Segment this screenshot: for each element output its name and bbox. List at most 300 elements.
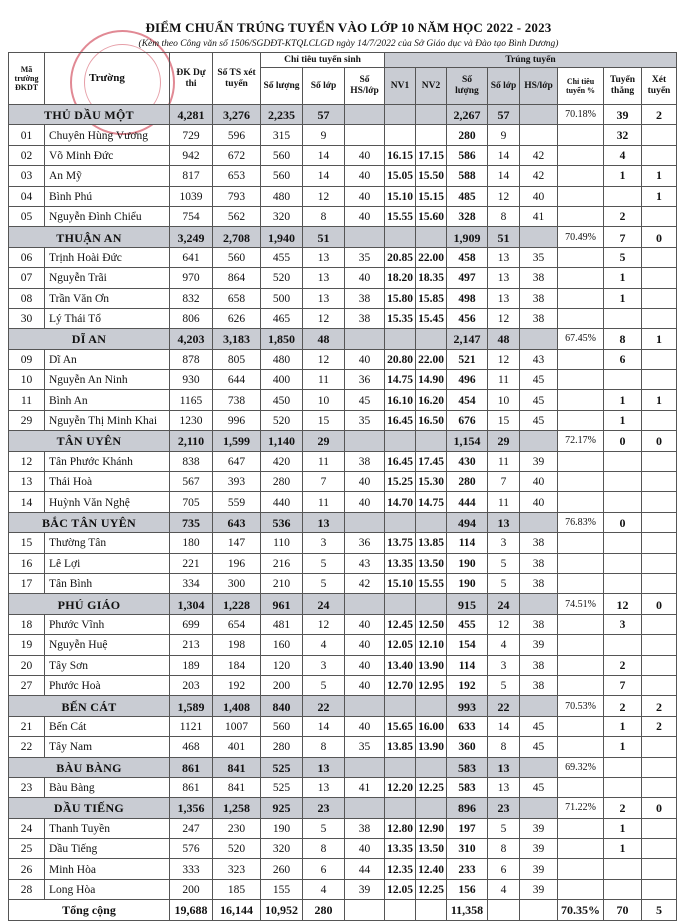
cell-so-luong: 1,140: [261, 431, 303, 451]
cell-so-ts: 185: [213, 879, 261, 899]
cell-dk-du-thi: 817: [170, 166, 213, 186]
cell-so-luong: 210: [261, 573, 303, 593]
cell-dk-du-thi: 4,281: [170, 105, 213, 125]
header-so-lop: Số lớp: [303, 68, 345, 105]
cell-nv2: [416, 105, 447, 125]
cell-nv1: [385, 431, 416, 451]
cell-truong: Chuyên Hùng Vương: [45, 125, 170, 145]
cell-ma-truong: 04: [9, 186, 45, 206]
cell-hs-lop-trung-tuyen: 38: [520, 553, 558, 573]
cell-truong: Minh Hòa: [45, 859, 170, 879]
cell-so-luong-trung-tuyen: 583: [447, 777, 488, 797]
cell-nv2: 15.50: [416, 166, 447, 186]
cell-xet-tuyen: [642, 512, 677, 532]
cell-dk-du-thi: 930: [170, 370, 213, 390]
cell-so-hs-lop: 44: [345, 859, 385, 879]
cell-so-lop: 8: [303, 737, 345, 757]
cell-chi-tieu-pct: 69.32%: [558, 757, 604, 777]
cell-so-ts: 16,144: [213, 900, 261, 920]
cell-so-lop: 13: [303, 777, 345, 797]
cell-so-ts: 1007: [213, 716, 261, 736]
cell-so-lop-trung-tuyen: 11: [488, 451, 520, 471]
cell-so-hs-lop: 38: [345, 288, 385, 308]
cell-tuyen-thang: 1: [604, 268, 642, 288]
cell-nv1: 20.80: [385, 349, 416, 369]
cell-nv2: 12.90: [416, 818, 447, 838]
header-so-hs-lop: Số HS/lớp: [345, 68, 385, 105]
cell-tuyen-thang: 39: [604, 105, 642, 125]
cell-xet-tuyen: [642, 757, 677, 777]
table-row: [9, 410, 677, 430]
header-nv1: NV1: [385, 68, 416, 105]
cell-dk-du-thi: 247: [170, 818, 213, 838]
cell-so-hs-lop: 36: [345, 533, 385, 553]
cell-chi-tieu-pct: 70.53%: [558, 696, 604, 716]
cell-so-luong: 840: [261, 696, 303, 716]
cell-chi-tieu-pct: 76.83%: [558, 512, 604, 532]
cell-so-lop: 12: [303, 308, 345, 328]
cell-so-luong: 155: [261, 879, 303, 899]
cell-chi-tieu-pct: [558, 573, 604, 593]
cell-dk-du-thi: 705: [170, 492, 213, 512]
cell-hs-lop-trung-tuyen: 39: [520, 879, 558, 899]
table-row: [9, 716, 677, 736]
cell-so-luong: 520: [261, 268, 303, 288]
cell-truong: Trịnh Hoài Đức: [45, 247, 170, 267]
cell-nv2: [416, 757, 447, 777]
cell-so-lop-trung-tuyen: 13: [488, 268, 520, 288]
table-row: [9, 288, 677, 308]
group-name: DẦU TIẾNG: [9, 798, 170, 818]
cell-so-lop: 7: [303, 472, 345, 492]
cell-nv1: 12.70: [385, 675, 416, 695]
cell-so-hs-lop: 40: [345, 166, 385, 186]
cell-dk-du-thi: 878: [170, 349, 213, 369]
cell-so-hs-lop: 40: [345, 492, 385, 512]
cell-dk-du-thi: 1165: [170, 390, 213, 410]
cell-so-lop-trung-tuyen: 48: [488, 329, 520, 349]
cell-chi-tieu-pct: [558, 410, 604, 430]
cell-nv1: 12.05: [385, 879, 416, 899]
cell-ma-truong: 13: [9, 472, 45, 492]
cell-so-hs-lop: 38: [345, 451, 385, 471]
group-name: TÂN UYÊN: [9, 431, 170, 451]
cell-xet-tuyen: 0: [642, 227, 677, 247]
table-row: [9, 737, 677, 757]
cell-nv1: 16.45: [385, 451, 416, 471]
cell-so-luong: 520: [261, 410, 303, 430]
cell-so-luong: 420: [261, 451, 303, 471]
cell-so-hs-lop: 41: [345, 777, 385, 797]
cell-so-ts: 401: [213, 737, 261, 757]
cell-chi-tieu-pct: 70.18%: [558, 105, 604, 125]
cell-so-lop: 12: [303, 614, 345, 634]
cell-tuyen-thang: [604, 859, 642, 879]
table-row: [9, 247, 677, 267]
cell-tuyen-thang: 3: [604, 614, 642, 634]
cell-xet-tuyen: [642, 879, 677, 899]
cell-hs-lop-trung-tuyen: [520, 227, 558, 247]
cell-chi-tieu-pct: [558, 635, 604, 655]
cell-so-lop-trung-tuyen: 10: [488, 390, 520, 410]
cell-dk-du-thi: 806: [170, 308, 213, 328]
cell-so-luong: 260: [261, 859, 303, 879]
cell-so-ts: 738: [213, 390, 261, 410]
cell-dk-du-thi: 200: [170, 879, 213, 899]
cell-chi-tieu-pct: [558, 370, 604, 390]
cell-so-lop-trung-tuyen: 12: [488, 308, 520, 328]
cell-so-hs-lop: [345, 105, 385, 125]
cell-nv2: 16.20: [416, 390, 447, 410]
cell-so-lop-trung-tuyen: 12: [488, 349, 520, 369]
cell-chi-tieu-pct: [558, 818, 604, 838]
cell-so-ts: 147: [213, 533, 261, 553]
cell-so-lop-trung-tuyen: 11: [488, 492, 520, 512]
cell-nv2: 15.55: [416, 573, 447, 593]
table-row: [9, 839, 677, 859]
cell-chi-tieu-pct: [558, 451, 604, 471]
cell-ma-truong: 22: [9, 737, 45, 757]
cell-so-luong: 481: [261, 614, 303, 634]
cell-so-hs-lop: 40: [345, 716, 385, 736]
cell-so-luong-trung-tuyen: 328: [447, 206, 488, 226]
cell-hs-lop-trung-tuyen: 40: [520, 492, 558, 512]
table-row: [9, 472, 677, 492]
cell-so-lop-trung-tuyen: 12: [488, 614, 520, 634]
cell-so-luong: 1,940: [261, 227, 303, 247]
cell-so-luong-trung-tuyen: 496: [447, 370, 488, 390]
cell-so-lop: 3: [303, 533, 345, 553]
cell-so-hs-lop: 35: [345, 737, 385, 757]
cell-dk-du-thi: 203: [170, 675, 213, 695]
cell-xet-tuyen: [642, 573, 677, 593]
cell-so-luong-trung-tuyen: 896: [447, 798, 488, 818]
cell-nv1: [385, 757, 416, 777]
cell-so-luong-trung-tuyen: 280: [447, 125, 488, 145]
cell-so-lop-trung-tuyen: 24: [488, 594, 520, 614]
cell-so-lop-trung-tuyen: 3: [488, 655, 520, 675]
cell-chi-tieu-pct: [558, 145, 604, 165]
cell-chi-tieu-pct: [558, 288, 604, 308]
cell-dk-du-thi: 1230: [170, 410, 213, 430]
cell-so-luong-trung-tuyen: 586: [447, 145, 488, 165]
cell-ma-truong: 15: [9, 533, 45, 553]
cell-tuyen-thang: 5: [604, 247, 642, 267]
cell-so-luong-trung-tuyen: 192: [447, 675, 488, 695]
cell-so-hs-lop: [345, 696, 385, 716]
cell-so-luong-trung-tuyen: 197: [447, 818, 488, 838]
cell-tuyen-thang: 1: [604, 839, 642, 859]
cell-dk-du-thi: 567: [170, 472, 213, 492]
table-row: [9, 533, 677, 553]
cell-nv2: [416, 900, 447, 920]
header-tuyen-thang: Tuyển thẳng: [604, 68, 642, 105]
cell-truong: Dầu Tiếng: [45, 839, 170, 859]
table-row: [9, 125, 677, 145]
cell-tuyen-thang: [604, 879, 642, 899]
cell-nv2: 12.10: [416, 635, 447, 655]
cell-so-ts: 805: [213, 349, 261, 369]
cell-tuyen-thang: 2: [604, 696, 642, 716]
cell-xet-tuyen: 0: [642, 798, 677, 818]
cell-so-hs-lop: 40: [345, 268, 385, 288]
cell-nv2: [416, 227, 447, 247]
cell-dk-du-thi: 334: [170, 573, 213, 593]
table-row: [9, 370, 677, 390]
cell-so-lop: 11: [303, 451, 345, 471]
cell-dk-du-thi: 970: [170, 268, 213, 288]
cell-tuyen-thang: 7: [604, 675, 642, 695]
cell-so-luong-trung-tuyen: 1,154: [447, 431, 488, 451]
cell-so-luong: 500: [261, 288, 303, 308]
cell-xet-tuyen: [642, 777, 677, 797]
cell-hs-lop-trung-tuyen: [520, 125, 558, 145]
cell-truong: Lý Thái Tổ: [45, 308, 170, 328]
cell-so-hs-lop: [345, 227, 385, 247]
cell-truong: Nguyễn Trãi: [45, 268, 170, 288]
cell-so-ts: 230: [213, 818, 261, 838]
cell-tuyen-thang: 2: [604, 798, 642, 818]
cell-chi-tieu-pct: [558, 716, 604, 736]
cell-ma-truong: 29: [9, 410, 45, 430]
cell-nv1: 13.35: [385, 839, 416, 859]
cell-nv2: [416, 329, 447, 349]
cell-nv1: [385, 105, 416, 125]
group-name: THỦ DẦU MỘT: [9, 105, 170, 125]
table-row: [9, 186, 677, 206]
cell-ma-truong: 16: [9, 553, 45, 573]
cell-so-lop-trung-tuyen: 14: [488, 145, 520, 165]
cell-so-luong: 160: [261, 635, 303, 655]
cell-tuyen-thang: [604, 777, 642, 797]
cell-dk-du-thi: 19,688: [170, 900, 213, 920]
cell-so-hs-lop: 40: [345, 655, 385, 675]
cell-dk-du-thi: 221: [170, 553, 213, 573]
cell-hs-lop-trung-tuyen: 38: [520, 288, 558, 308]
cell-so-luong: 1,850: [261, 329, 303, 349]
cell-xet-tuyen: 2: [642, 696, 677, 716]
cell-truong: Dĩ An: [45, 349, 170, 369]
cell-so-ts: 996: [213, 410, 261, 430]
cell-hs-lop-trung-tuyen: 45: [520, 390, 558, 410]
cell-hs-lop-trung-tuyen: 38: [520, 533, 558, 553]
cell-so-ts: 841: [213, 757, 261, 777]
cell-nv1: [385, 227, 416, 247]
cell-hs-lop-trung-tuyen: [520, 512, 558, 532]
cell-nv1: 15.05: [385, 166, 416, 186]
cell-so-luong-trung-tuyen: 588: [447, 166, 488, 186]
cell-so-lop: 11: [303, 370, 345, 390]
header-dk-du-thi: ĐK Dự thi: [170, 53, 213, 105]
table-row: [9, 635, 677, 655]
group-name: THUẬN AN: [9, 227, 170, 247]
cell-hs-lop-trung-tuyen: 39: [520, 839, 558, 859]
cell-so-luong: 450: [261, 390, 303, 410]
table-row: [9, 349, 677, 369]
cell-xet-tuyen: 5: [642, 900, 677, 920]
cell-hs-lop-trung-tuyen: 45: [520, 410, 558, 430]
cell-xet-tuyen: [642, 737, 677, 757]
cell-nv1: 12.35: [385, 859, 416, 879]
cell-nv2: 13.90: [416, 737, 447, 757]
cell-hs-lop-trung-tuyen: 41: [520, 206, 558, 226]
cell-so-lop: 5: [303, 553, 345, 573]
cell-dk-du-thi: 838: [170, 451, 213, 471]
cell-truong: Tây Sơn: [45, 655, 170, 675]
cell-so-luong: 455: [261, 247, 303, 267]
cell-nv2: 12.25: [416, 879, 447, 899]
header-so-luong: Số lượng: [261, 68, 303, 105]
cell-nv1: 15.25: [385, 472, 416, 492]
cell-chi-tieu-pct: [558, 533, 604, 553]
cell-xet-tuyen: 1: [642, 329, 677, 349]
cell-so-lop-trung-tuyen: 13: [488, 247, 520, 267]
cell-so-lop-trung-tuyen: 3: [488, 533, 520, 553]
cell-xet-tuyen: [642, 839, 677, 859]
cell-hs-lop-trung-tuyen: 38: [520, 655, 558, 675]
cell-tuyen-thang: [604, 553, 642, 573]
cell-nv2: 17.15: [416, 145, 447, 165]
page-title: ĐIỂM CHUẨN TRÚNG TUYỂN VÀO LỚP 10 NĂM HỌC 2022 - 2023: [145, 20, 552, 35]
cell-xet-tuyen: [642, 206, 677, 226]
group-row: [9, 329, 677, 349]
cell-hs-lop-trung-tuyen: 42: [520, 145, 558, 165]
cell-so-luong: 320: [261, 839, 303, 859]
cell-so-lop: 24: [303, 594, 345, 614]
cell-xet-tuyen: [642, 410, 677, 430]
cell-dk-du-thi: 832: [170, 288, 213, 308]
table-row: [9, 492, 677, 512]
group-row: [9, 696, 677, 716]
cell-so-lop: 23: [303, 798, 345, 818]
cell-so-luong-trung-tuyen: 993: [447, 696, 488, 716]
cell-hs-lop-trung-tuyen: [520, 757, 558, 777]
cell-dk-du-thi: 468: [170, 737, 213, 757]
cell-so-luong-trung-tuyen: 444: [447, 492, 488, 512]
cell-so-luong: 10,952: [261, 900, 303, 920]
cell-ma-truong: 14: [9, 492, 45, 512]
cell-so-lop-trung-tuyen: 14: [488, 166, 520, 186]
cell-so-luong-trung-tuyen: 458: [447, 247, 488, 267]
cell-so-lop: 280: [303, 900, 345, 920]
cell-so-ts: 643: [213, 512, 261, 532]
cell-so-lop: 12: [303, 186, 345, 206]
cell-nv1: [385, 329, 416, 349]
cell-so-lop-trung-tuyen: 13: [488, 757, 520, 777]
cell-nv1: 13.40: [385, 655, 416, 675]
cell-truong: Phước Hoà: [45, 675, 170, 695]
cell-dk-du-thi: 189: [170, 655, 213, 675]
cell-chi-tieu-pct: 70.49%: [558, 227, 604, 247]
cell-hs-lop-trung-tuyen: 42: [520, 166, 558, 186]
cell-truong: Nguyễn An Ninh: [45, 370, 170, 390]
cell-tuyen-thang: 1: [604, 818, 642, 838]
cell-so-luong: 200: [261, 675, 303, 695]
cell-hs-lop-trung-tuyen: 39: [520, 859, 558, 879]
cell-chi-tieu-pct: [558, 247, 604, 267]
cell-so-hs-lop: 40: [345, 349, 385, 369]
cell-chi-tieu-pct: [558, 492, 604, 512]
cell-ma-truong: 12: [9, 451, 45, 471]
cell-nv1: [385, 594, 416, 614]
cell-xet-tuyen: 0: [642, 431, 677, 451]
cell-so-hs-lop: 43: [345, 553, 385, 573]
cell-truong: An Mỹ: [45, 166, 170, 186]
cell-ma-truong: 08: [9, 288, 45, 308]
header-chi-tieu-group: Chỉ tiêu tuyển sinh: [261, 53, 385, 68]
header-hs-lop-trung-tuyen: HS/lớp: [520, 68, 558, 105]
cell-so-hs-lop: 40: [345, 186, 385, 206]
cell-tuyen-thang: 1: [604, 716, 642, 736]
cell-dk-du-thi: 1,356: [170, 798, 213, 818]
cell-so-luong: 400: [261, 370, 303, 390]
group-row: [9, 798, 677, 818]
cell-tuyen-thang: 4: [604, 145, 642, 165]
cell-ma-truong: 27: [9, 675, 45, 695]
cell-ma-truong: 20: [9, 655, 45, 675]
cell-ma-truong: 21: [9, 716, 45, 736]
cell-chi-tieu-pct: [558, 614, 604, 634]
cell-nv1: 15.10: [385, 573, 416, 593]
cell-chi-tieu-pct: [558, 839, 604, 859]
cell-hs-lop-trung-tuyen: 45: [520, 370, 558, 390]
cell-nv2: 14.90: [416, 370, 447, 390]
group-row: [9, 594, 677, 614]
cell-xet-tuyen: 2: [642, 716, 677, 736]
cell-so-lop-trung-tuyen: 13: [488, 512, 520, 532]
cell-so-ts: 654: [213, 614, 261, 634]
cell-nv1: 15.80: [385, 288, 416, 308]
cell-chi-tieu-pct: [558, 166, 604, 186]
cell-truong: Võ Minh Đức: [45, 145, 170, 165]
cell-dk-du-thi: 576: [170, 839, 213, 859]
cell-truong: Bàu Bàng: [45, 777, 170, 797]
cell-so-lop-trung-tuyen: 5: [488, 573, 520, 593]
cell-ma-truong: 28: [9, 879, 45, 899]
cell-nv1: 13.75: [385, 533, 416, 553]
cell-nv2: 15.85: [416, 288, 447, 308]
cell-nv2: 13.50: [416, 553, 447, 573]
cell-tuyen-thang: 1: [604, 390, 642, 410]
cell-so-ts: 560: [213, 247, 261, 267]
group-name: BẮC TÂN UYÊN: [9, 512, 170, 532]
cell-so-lop-trung-tuyen: 8: [488, 839, 520, 859]
cell-nv1: [385, 900, 416, 920]
cell-so-lop-trung-tuyen: 8: [488, 206, 520, 226]
cell-chi-tieu-pct: 67.45%: [558, 329, 604, 349]
table-row: [9, 573, 677, 593]
cell-ma-truong: 05: [9, 206, 45, 226]
cell-nv1: 14.75: [385, 370, 416, 390]
cell-ma-truong: 10: [9, 370, 45, 390]
cell-so-ts: 2,708: [213, 227, 261, 247]
cell-tuyen-thang: [604, 492, 642, 512]
cell-so-lop-trung-tuyen: 51: [488, 227, 520, 247]
cell-so-lop: 14: [303, 716, 345, 736]
cell-dk-du-thi: 861: [170, 757, 213, 777]
cell-dk-du-thi: 1,304: [170, 594, 213, 614]
cell-so-luong-trung-tuyen: 498: [447, 288, 488, 308]
table-row: [9, 451, 677, 471]
cell-so-ts: 192: [213, 675, 261, 695]
cell-ma-truong: 02: [9, 145, 45, 165]
cell-so-luong-trung-tuyen: 454: [447, 390, 488, 410]
cell-so-lop-trung-tuyen: 12: [488, 186, 520, 206]
cell-so-ts: 1,599: [213, 431, 261, 451]
cell-truong: Bình Phú: [45, 186, 170, 206]
cell-so-lop: 14: [303, 166, 345, 186]
cell-so-luong-trung-tuyen: 494: [447, 512, 488, 532]
